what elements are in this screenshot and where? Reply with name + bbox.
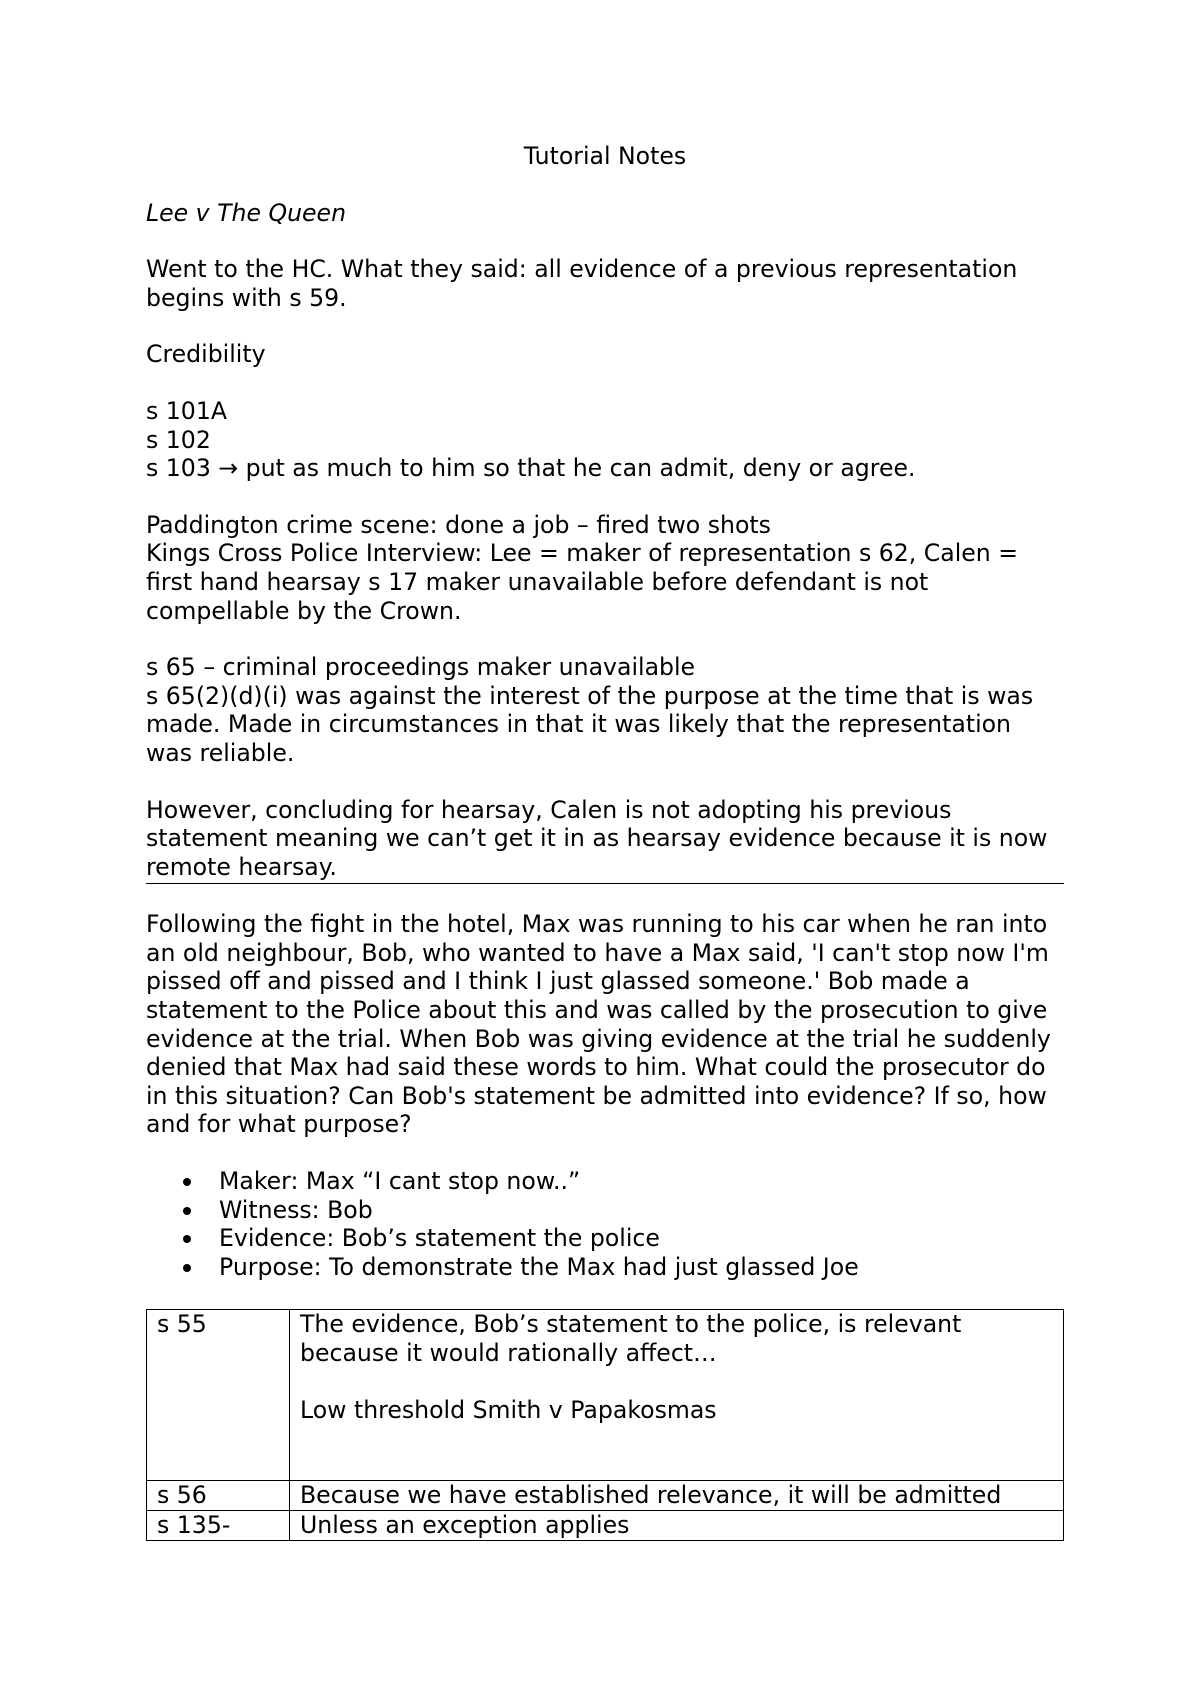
table-cell-section: s 135- xyxy=(147,1511,290,1541)
question-paragraph: Following the fight in the hotel, Max was running to his car when he ran into an old neighbour, Bob, who wanted to have a Max said, 'I can't stop now I'm pissed off and pissed and I think I just glassed someone.' Bob made a statement to the Police about this and was called by the prosecution to give evidence at the trial. When Bob was giving evidence at the trial he suddenly denied that Max had said these words to him. What could the prosecutor do in this situation? Can Bob's statement be admitted into evidence? If so, how and for what purpose? xyxy=(146,910,1051,1139)
evidence-table xyxy=(146,1309,1064,1540)
section-list xyxy=(146,397,1064,483)
bullet-icon xyxy=(183,1235,191,1243)
list-item: Witness: Bob xyxy=(183,1196,1064,1225)
table-row xyxy=(147,1511,1064,1541)
bullet-icon xyxy=(183,1264,191,1272)
list-item: Purpose: To demonstrate the Max had just glassed Joe xyxy=(183,1253,1064,1282)
intro-paragraph: Went to the HC. What they said: all evidence of a previous representation begins with s 59. xyxy=(146,255,1018,312)
conclusion-paragraph: However, concluding for hearsay, Calen is not adopting his previous statement meaning we can’t get it in as hearsay evidence because it is now remote hearsay. xyxy=(146,795,1048,881)
s65-line: s 65 – criminal proceedings maker unavailable xyxy=(146,653,696,682)
horizontal-rule xyxy=(146,883,1064,884)
bullet-list xyxy=(146,1167,1064,1281)
crime-line: Paddington crime scene: done a job – fired two shots xyxy=(146,510,771,539)
table-row xyxy=(147,1310,1064,1481)
list-item: Evidence: Bob’s statement the police xyxy=(183,1224,1064,1253)
list-item: Maker: Max “I cant stop now..” xyxy=(183,1167,1064,1196)
section-line: s 102 xyxy=(146,425,211,454)
page-title: Tutorial Notes xyxy=(523,142,687,170)
table-cell-text xyxy=(290,1310,1064,1481)
credibility-heading: Credibility xyxy=(146,340,266,369)
s65-line: s 65(2)(d)(i) was against the interest of the purpose at the time that is was made. Made in circumstances in that it was likely that the representation was reliable. xyxy=(146,681,1034,767)
s65-notes xyxy=(146,653,1064,767)
bullet-icon xyxy=(183,1207,191,1215)
table-cell-section: s 56 xyxy=(147,1481,290,1511)
cell-note: Low threshold Smith v Papakosmas xyxy=(300,1395,717,1424)
table-cell-section: s 55 xyxy=(147,1310,290,1481)
bullet-icon xyxy=(183,1178,191,1186)
case-name: Lee v The Queen xyxy=(146,198,347,227)
cell-text: The evidence, Bob’s statement to the police, is relevant because it would rationally affect… xyxy=(300,1310,962,1367)
crime-line: Kings Cross Police Interview: Lee = maker of representation s 62, Calen = first hand hearsay s 17 maker unavailable before defendant is not compellable by the Crown. xyxy=(146,539,1019,625)
table-cell-text: Because we have established relevance, it will be admitted xyxy=(290,1481,1064,1511)
table-cell-text: Unless an exception applies xyxy=(290,1511,1064,1541)
table-row xyxy=(147,1481,1064,1511)
crime-scene-notes xyxy=(146,511,1064,625)
section-line: s 101A xyxy=(146,396,227,425)
section-line: s 103 → put as much to him so that he can admit, deny or agree. xyxy=(146,454,916,483)
